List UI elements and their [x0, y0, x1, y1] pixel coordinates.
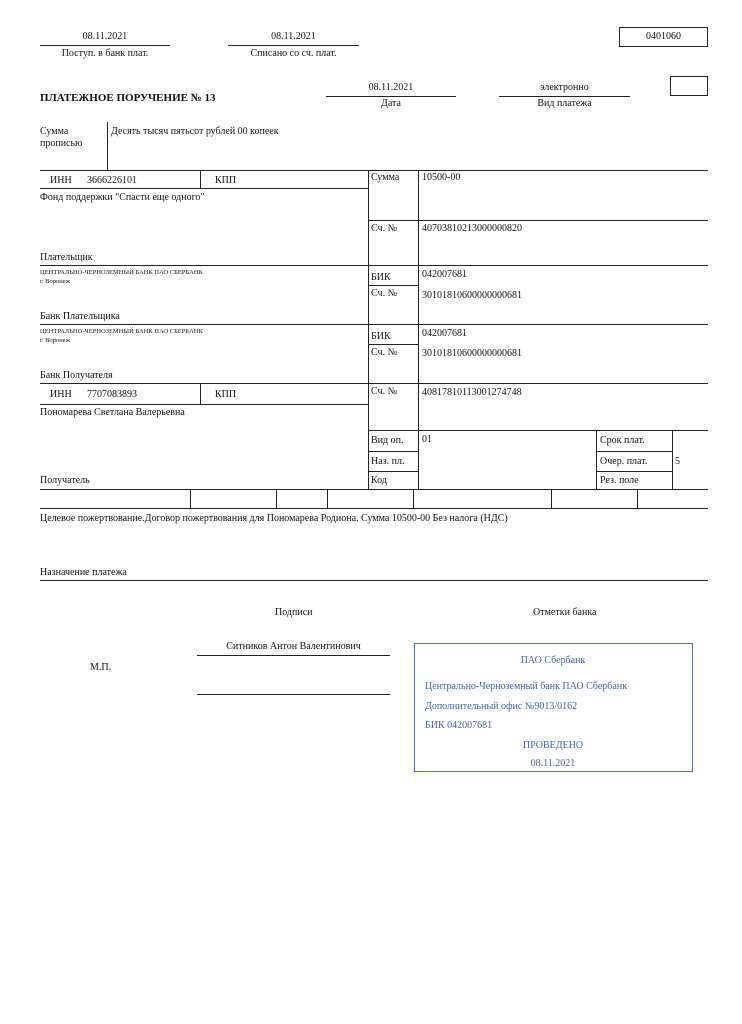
row-line: [40, 188, 368, 189]
recipient-bank-account-label: Сч. №: [371, 347, 398, 358]
tax-field-divider: [637, 489, 638, 508]
payer-bank-account-label: Сч. №: [371, 288, 398, 299]
priority-label: Очер. плат.: [600, 456, 648, 467]
debited-date: 08.11.2021: [271, 31, 316, 42]
order-date-label: Дата: [381, 98, 401, 109]
tax-field-divider: [413, 489, 414, 508]
bank-marks-label: Отметки банка: [533, 607, 597, 618]
row-line: [368, 451, 418, 452]
codes-right-divider: [596, 430, 597, 489]
payer-sum: 10500-00: [422, 172, 461, 183]
stamp-place-label: М.П.: [90, 662, 112, 673]
purpose-text: Целевое пожертвование.Договор пожертвования для Пономарева Родиона. Сумма 10500-00 Без налога (НДС): [40, 513, 508, 524]
amount-words-label-1: Сумма: [40, 126, 69, 137]
row-line: [40, 404, 368, 405]
row-line: [40, 580, 708, 581]
recipient-bank-bik: 042007681: [422, 328, 467, 339]
payer-name: Фонд поддержки "Спасти еще одного": [40, 192, 205, 203]
payer-bank-label: Банк Плательщика: [40, 311, 120, 322]
received-date-line: [40, 45, 170, 46]
tax-field-divider: [190, 489, 191, 508]
payer-account-label: Сч. №: [371, 223, 398, 234]
stamp-branch: Центрально-Черноземный банк ПАО Сбербанк: [425, 681, 628, 692]
payment-type: электронно: [540, 82, 589, 93]
reserve-label: Рез. поле: [600, 475, 639, 486]
payer-account: 40703810213000000820: [422, 223, 522, 234]
payer-inn: 3666226101: [87, 175, 137, 186]
stamp-status: ПРОВЕДЕНО: [522, 740, 584, 751]
value-divider: [418, 170, 419, 489]
tax-field-divider: [276, 489, 277, 508]
order-date: 08.11.2021: [368, 82, 414, 93]
payer-kpp-label: КПП: [215, 175, 237, 186]
row-line: [40, 170, 708, 171]
signature-line-2: [197, 694, 390, 695]
row-line: [368, 471, 418, 472]
row-line: [368, 285, 418, 286]
payer-bank-bik-label: БИК: [371, 272, 391, 283]
recipient-account-label: Сч. №: [371, 386, 398, 397]
payment-type-line: [499, 96, 630, 97]
recipient-bank-bik-label: БИК: [371, 331, 391, 342]
middle-divider: [368, 170, 369, 489]
payer-bank-city: г. Воронеж: [40, 278, 71, 285]
amount-words-label-2: прописью: [40, 138, 83, 149]
stamp-date: 08.11.2021: [530, 758, 576, 769]
recipient-bank-label: Банк Получателя: [40, 370, 113, 381]
deadline-label: Срок плат.: [600, 435, 645, 446]
recipient-inn-divider: [200, 383, 201, 404]
received-label: Поступ. в банк плат.: [61, 48, 149, 59]
stamp-bank: ПАО Сбербанк: [520, 655, 586, 666]
payer-inn-divider: [200, 170, 201, 188]
recipient-account: 40817810113001274748: [422, 387, 522, 398]
stamp-bik: БИК 042007681: [425, 720, 493, 731]
priority: 5: [675, 456, 680, 467]
codes-value-divider: [672, 430, 673, 489]
order-date-line: [326, 96, 456, 97]
form-code-box: [619, 27, 708, 47]
amount-words-divider: [107, 122, 108, 170]
signer-name: Ситников Антон Валентинович: [226, 641, 361, 652]
signatures-label: Подписи: [275, 607, 313, 618]
row-line: [40, 265, 708, 266]
payer-bank-name: ЦЕНТРАЛЬНО-ЧЕРНОЗЕМНЫЙ БАНК ПАО СБЕРБАНК: [40, 269, 203, 276]
amount-words-value: Десять тысяч пятьсот рублей 00 копеек: [111, 126, 279, 137]
row-line: [40, 508, 708, 509]
row-line: [40, 383, 708, 384]
purpose-label: Назначение платежа: [40, 567, 127, 578]
debited-date-line: [228, 45, 359, 46]
recipient-bank-city: г. Воронеж: [40, 337, 71, 344]
document-title: ПЛАТЕЖНОЕ ПОРУЧЕНИЕ № 13: [40, 92, 216, 104]
recipient-label: Получатель: [40, 475, 90, 486]
recipient-inn-label: ИНН: [50, 389, 72, 400]
payer-label: Плательщик: [40, 252, 93, 263]
payer-inn-label: ИНН: [50, 175, 72, 186]
row-line: [596, 451, 672, 452]
op-type: 01: [422, 434, 432, 445]
recipient-kpp-label: КПП: [215, 389, 237, 400]
recipient-inn: 7707083893: [87, 389, 137, 400]
bank-stamp: [414, 643, 693, 772]
recipient-bank-name: ЦЕНТРАЛЬНО-ЧЕРНОЗЕМНЫЙ БАНК ПАО СБЕРБАНК: [40, 328, 203, 335]
row-line: [40, 324, 708, 325]
payer-bank-account: 30101810600000000681: [422, 290, 522, 301]
purpose-code-label: Наз. пл.: [371, 456, 405, 467]
row-line: [40, 489, 708, 490]
received-date: 08.11.2021: [82, 31, 128, 42]
payer-bank-bik: 042007681: [422, 269, 467, 280]
op-type-label: Вид оп.: [371, 435, 404, 446]
tax-field-divider: [551, 489, 552, 508]
signature-line-1: [197, 655, 390, 656]
recipient-name: Пономарева Светлана Валерьевна: [40, 407, 185, 418]
code-label: Код: [371, 475, 387, 486]
form-code: 0401060: [646, 31, 681, 42]
row-line: [368, 344, 418, 345]
debited-label: Списано со сч. плат.: [250, 48, 337, 59]
payment-code-box: [670, 76, 708, 96]
recipient-bank-account: 30101810600000000681: [422, 348, 522, 359]
row-line: [596, 471, 672, 472]
payment-type-label: Вид платежа: [537, 98, 592, 109]
tax-field-divider: [327, 489, 328, 508]
row-line: [368, 220, 708, 221]
stamp-office: Дополнительный офис №9013/0162: [425, 701, 578, 712]
payer-sum-label: Сумма: [371, 172, 400, 183]
row-line: [368, 430, 708, 431]
